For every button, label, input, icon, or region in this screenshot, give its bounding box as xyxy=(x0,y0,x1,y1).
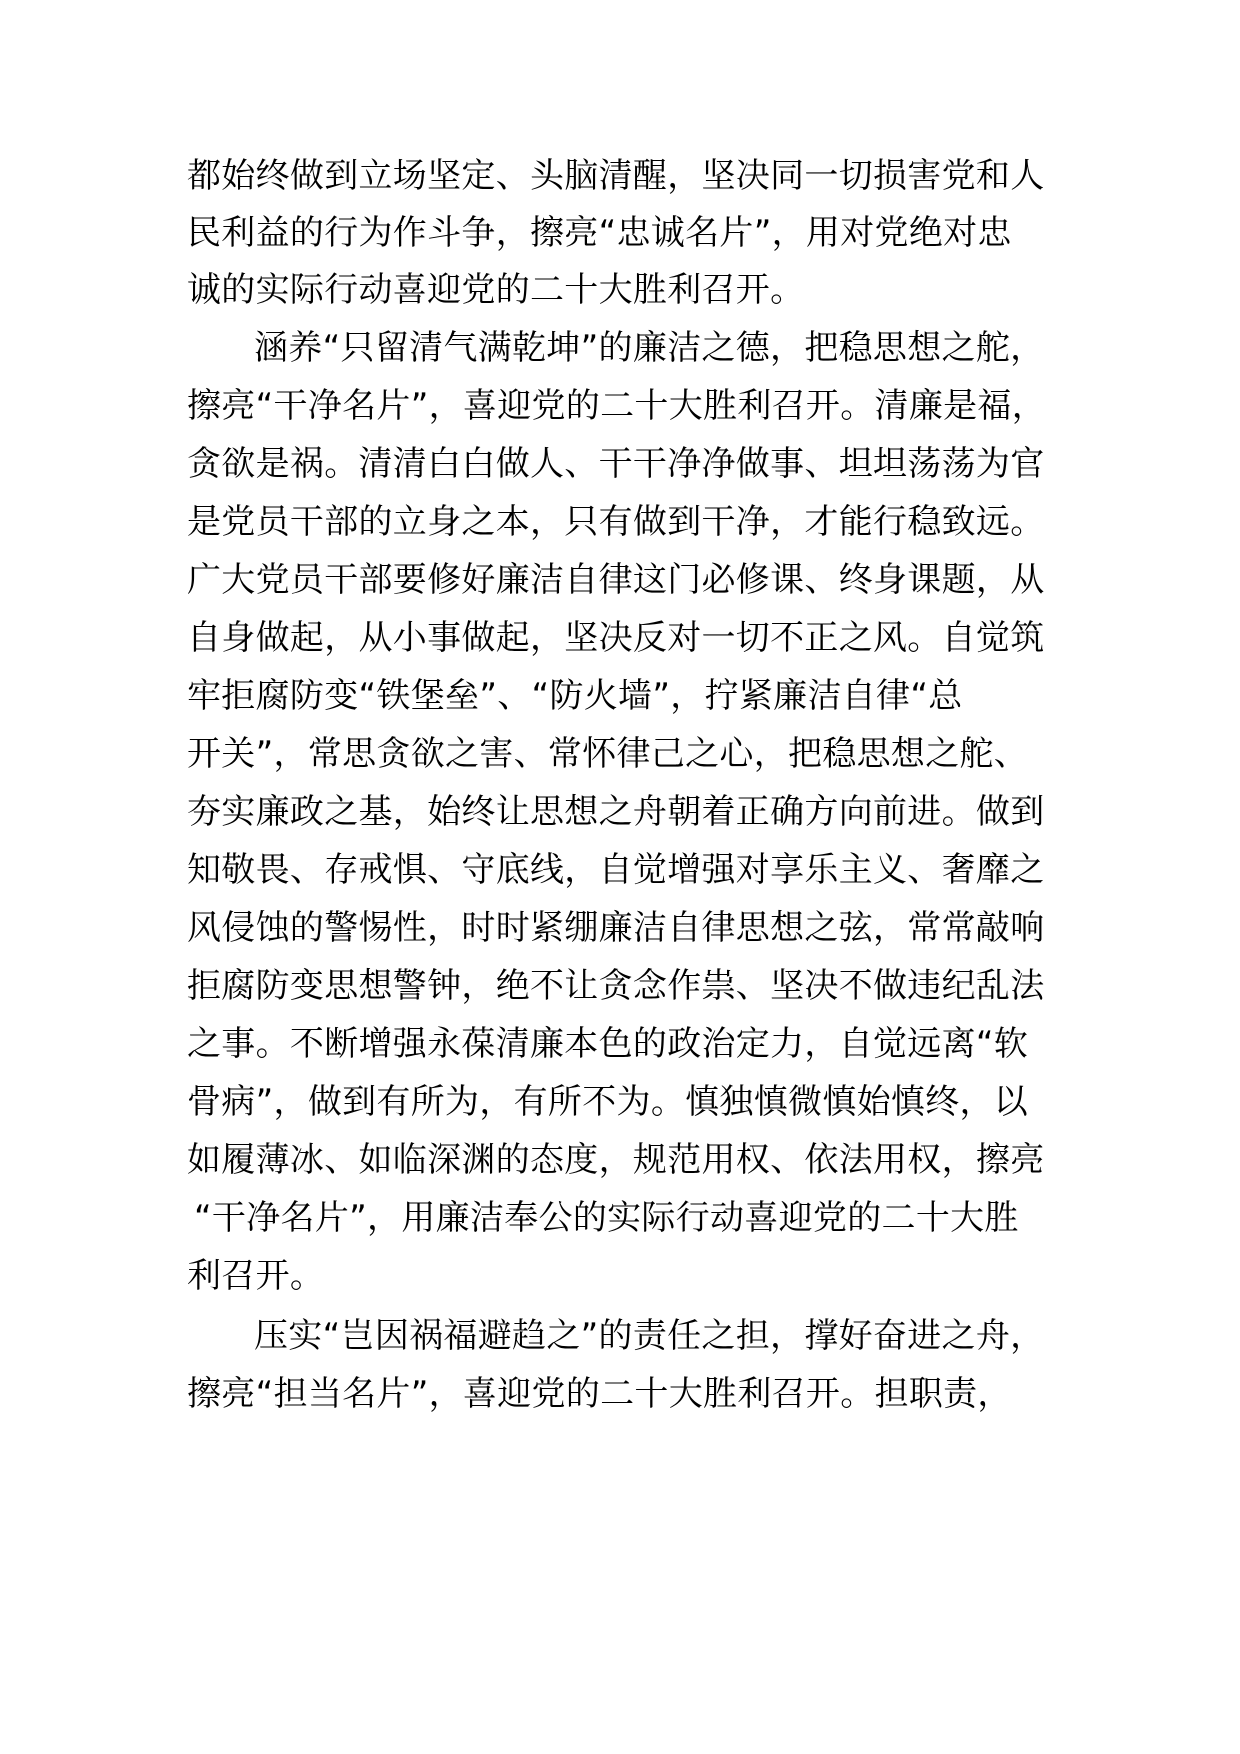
paragraph-first-line: 涵养“只留清气满乾坤”的廉洁之德，把稳思想之舵， xyxy=(254,328,1045,368)
text-line: 广大党员干部要修好廉洁自律这门必修课、终身课题，从 xyxy=(187,560,1045,600)
text-line: 夯实廉政之基，始终让思想之舟朝着正确方向前进。做到 xyxy=(187,792,1045,832)
text-line: 牢拒腐防变“铁堡垒”、“防火墙”，拧紧廉洁自律“总 xyxy=(187,676,963,716)
text-line: 是党员干部的立身之本，只有做到干净，才能行稳致远。 xyxy=(187,502,1045,542)
text-line: 开关”，常思贪欲之害、常怀律己之心，把稳思想之舵、 xyxy=(187,734,1029,774)
text-line: 诚的实际行动喜迎党的二十大胜利召开。 xyxy=(187,270,805,310)
text-line: 擦亮“干净名片”，喜迎党的二十大胜利召开。清廉是福， xyxy=(187,386,1047,426)
text-line: “干净名片”，用廉洁奉公的实际行动喜迎党的二十大胜 xyxy=(194,1198,1019,1238)
text-line: 擦亮“担当名片”，喜迎党的二十大胜利召开。担职责， xyxy=(187,1374,1012,1414)
text-line: 拒腐防变思想警钟，绝不让贪念作祟、坚决不做违纪乱法 xyxy=(187,966,1045,1006)
text-line: 风侵蚀的警惕性，时时紧绷廉洁自律思想之弦，常常敲响 xyxy=(187,908,1045,948)
text-line: 自身做起，从小事做起，坚决反对一切不正之风。自觉筑 xyxy=(187,618,1045,658)
text-line: 贪欲是祸。清清白白做人、干干净净做事、坦坦荡荡为官 xyxy=(187,444,1045,484)
text-line: 利召开。 xyxy=(187,1256,325,1296)
text-line: 如履薄冰、如临深渊的态度，规范用权、依法用权，擦亮 xyxy=(187,1140,1045,1180)
paragraph-first-line: 压实“岂因祸福避趋之”的责任之担，撑好奋进之舟， xyxy=(254,1316,1045,1356)
text-line: 都始终做到立场坚定、头脑清醒，坚决同一切损害党和人 xyxy=(187,156,1045,196)
text-line: 知敬畏、存戒惧、守底线，自觉增强对享乐主义、奢靡之 xyxy=(187,850,1045,890)
text-line: 骨病”，做到有所为，有所不为。慎独慎微慎始慎终，以 xyxy=(187,1082,1029,1122)
text-line: 之事。不断增强永葆清廉本色的政治定力，自觉远离“软 xyxy=(187,1024,1029,1064)
text-line: 民利益的行为作斗争，擦亮“忠诚名片”，用对党绝对忠 xyxy=(187,213,1012,253)
